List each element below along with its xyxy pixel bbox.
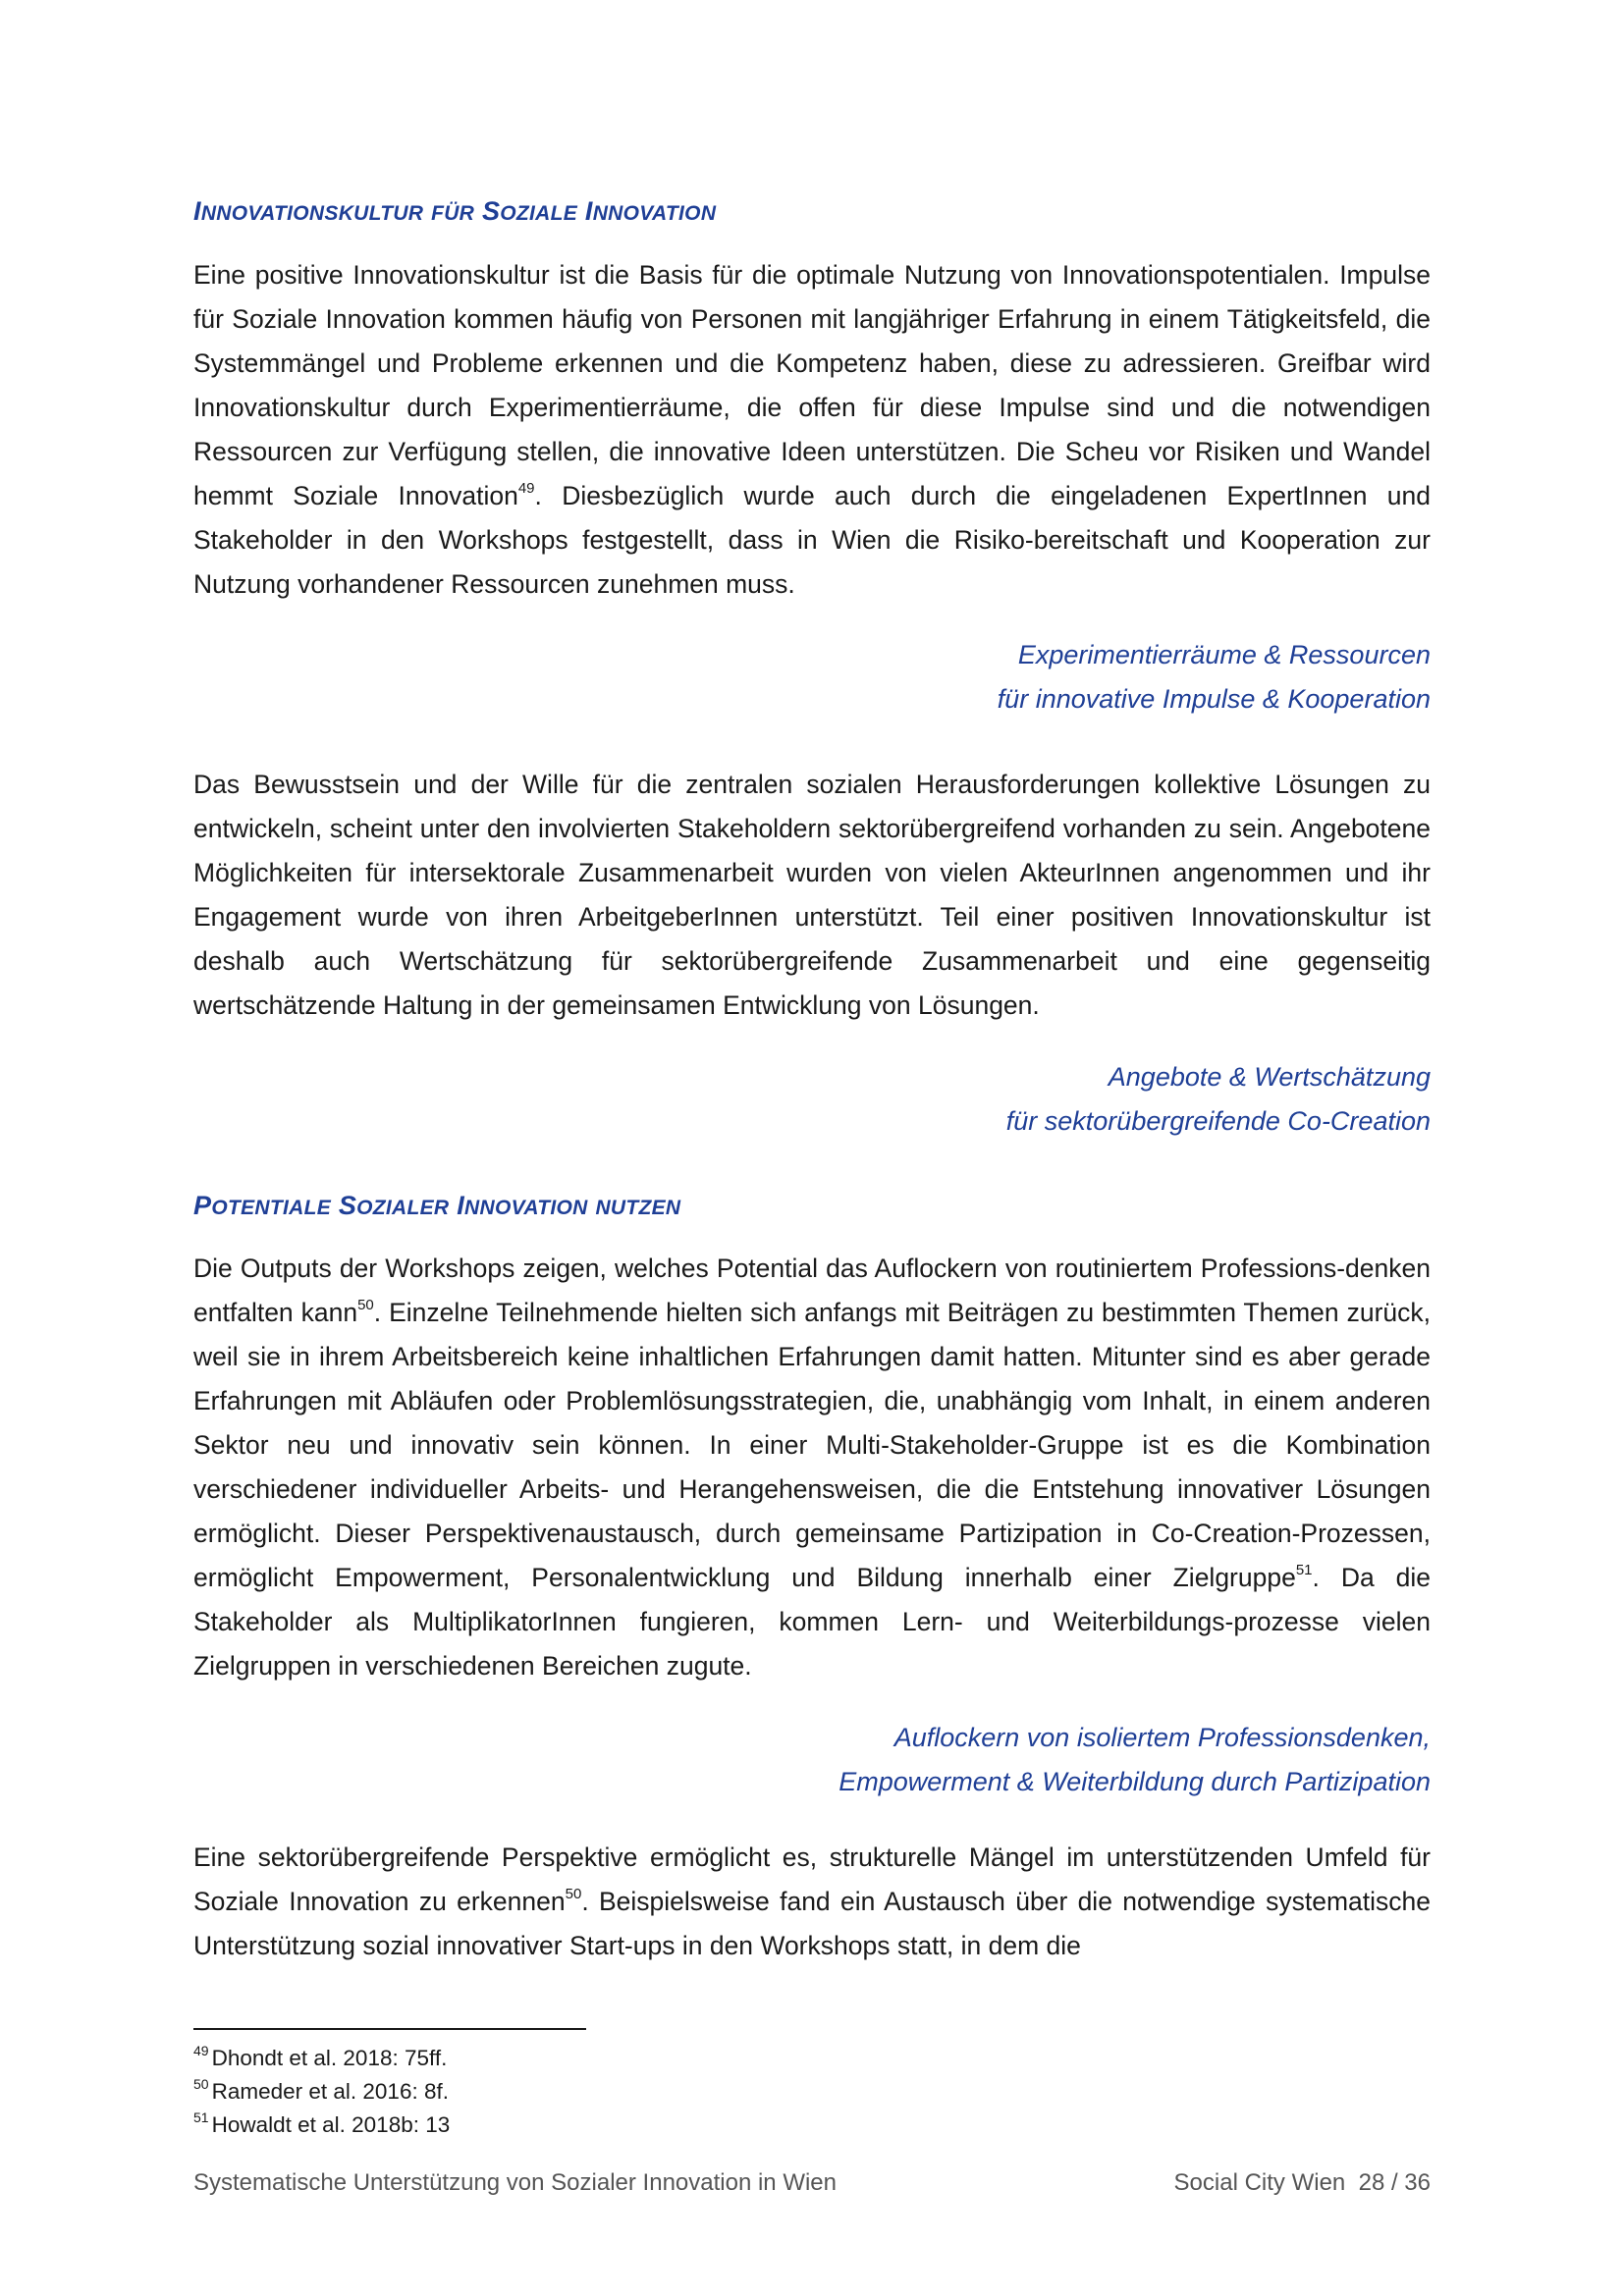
paragraph-bewusstsein: Das Bewusstsein und der Wille für die zentralen sozialen Herausforderungen kollektive Lösungen zu entwickeln, scheint unter den involvierten Stakeholdern sektorübergreifend vorhanden zu sein. Angebotene Möglichkeiten für intersektorale Zusammenarbeit wurden von vielen AkteurInnen angenommen und ihr Engagement wurde von ihren ArbeitgeberInnen unterstützt. Teil einer positiven Innovationskultur ist deshalb auch Wertschätzung für sektorübergreifende Zusammenarbeit und eine gegenseitig wertschätzende Haltung in der gemeinsamen Entwicklung von Lösungen. — [193, 770, 1431, 1020]
section-heading-potentiale: POTENTIALE SOZIALER INNOVATION NUTZEN — [193, 1191, 681, 1220]
footnote-ref-49: 49 — [517, 480, 535, 498]
footnote-50: $^{50}$ Rameder et al. 2016: 8f. — [193, 2075, 449, 2104]
pull-quote-experimentierraeume: Experimentierräume & Ressourcen für innovative Impulse & Kooperation — [997, 640, 1431, 714]
paragraph-sektoruebergreifend: Eine sektorübergreifende Perspektive ermöglicht es, strukturelle Mängel im unterstützenden Umfeld für Soziale Innovation zu erkennen$^{50}$. Beispielsweise fand ein Austausch über die notwendige systematische Unterstützung sozial innovativer Start-ups in den Workshops statt, in dem die — [193, 1842, 1431, 1960]
footer-document-title: Systematische Unterstützung von Sozialer Innovation in Wien — [193, 2169, 837, 2196]
footer-page-number: Social City Wien 28 / 36 — [1173, 2169, 1431, 2196]
paragraph-outputs-workshops: Die Outputs der Workshops zeigen, welches Potential das Auflockern von routiniertem Professions-denken entfalten kann$^{50}$. Einzelne Teilnehmende hielten sich anfangs mit Beiträgen zu bestimmten Themen zurück, weil sie in ihrem Arbeitsbereich keine inhaltlichen Erfahrungen damit hatten. Mitunter sind es aber gerade Erfahrungen mit Abläufen oder Problemlösungsstrategien, die, unabhängig vom Inhalt, in einem anderen Sektor neu und innovativ sein können. In einer Multi-Stakeholder-Gruppe ist es die Kombination verschiedener individueller Arbeits- und Herangehensweisen, die die Entstehung innovativer Lösungen ermöglicht. Dieser Perspektivenaustausch, durch gemeinsame Partizipation in Co-Creation-Prozessen, ermöglicht Empowerment, Personalentwicklung und Bildung innerhalb einer Zielgruppe$^{51}$. Da die Stakeholder als MultiplikatorInnen fungieren, kommen Lern- und Weiterbildungs-prozesse vielen Zielgruppen in verschiedenen Bereichen zugute. — [193, 1254, 1432, 1681]
section-heading-innovationskultur: INNOVATIONSKULTUR FÜR SOZIALE INNOVATION — [193, 196, 717, 226]
footnote-51: $^{51}$ Howaldt et al. 2018b: 13 — [193, 2109, 451, 2137]
footnote-49: $^{49}$ Dhondt et al. 2018: 75ff. — [193, 2042, 448, 2070]
footnote-ref-50: 50 — [357, 1297, 374, 1314]
footnote-separator — [193, 2028, 586, 2030]
paragraph-innovationskultur: Eine positive Innovationskultur ist die Basis für die optimale Nutzung von Innovationspotentialen. Impulse für Soziale Innovation kommen häufig von Personen mit langjähriger Erfahrung in einem Tätigkeitsfeld, die Systemmängel und Probleme erkennen und die Kompetenz haben, diese zu adressieren. Greifbar wird Innovationskultur durch Experimentierräume, die offen für diese Impulse sind und die notwendigen Ressourcen zur Verfügung stellen, die innovative Ideen unterstützen. Die Scheu vor Risiken und Wandel hemmt Soziale Innovation$^{49}$. Diesbezüglich wurde auch durch die eingeladenen ExpertInnen und Stakeholder in den Workshops festgestellt, dass in Wien die Risiko-bereitschaft und Kooperation zur Nutzung vorhandener Ressourcen zunehmen muss. — [193, 260, 1432, 599]
page-footer — [193, 2169, 1431, 2197]
pull-quote-auflockern: Auflockern von isoliertem Professionsdenken, Empowerment & Weiterbildung durch Partizipation — [839, 1723, 1431, 1796]
footnote-ref-50b: 50 — [565, 1886, 582, 1903]
pull-quote-angebote: Angebote & Wertschätzung für sektorübergreifende Co-Creation — [1005, 1062, 1431, 1136]
footnote-ref-51: 51 — [1295, 1562, 1313, 1579]
footnotes — [193, 2042, 450, 2142]
